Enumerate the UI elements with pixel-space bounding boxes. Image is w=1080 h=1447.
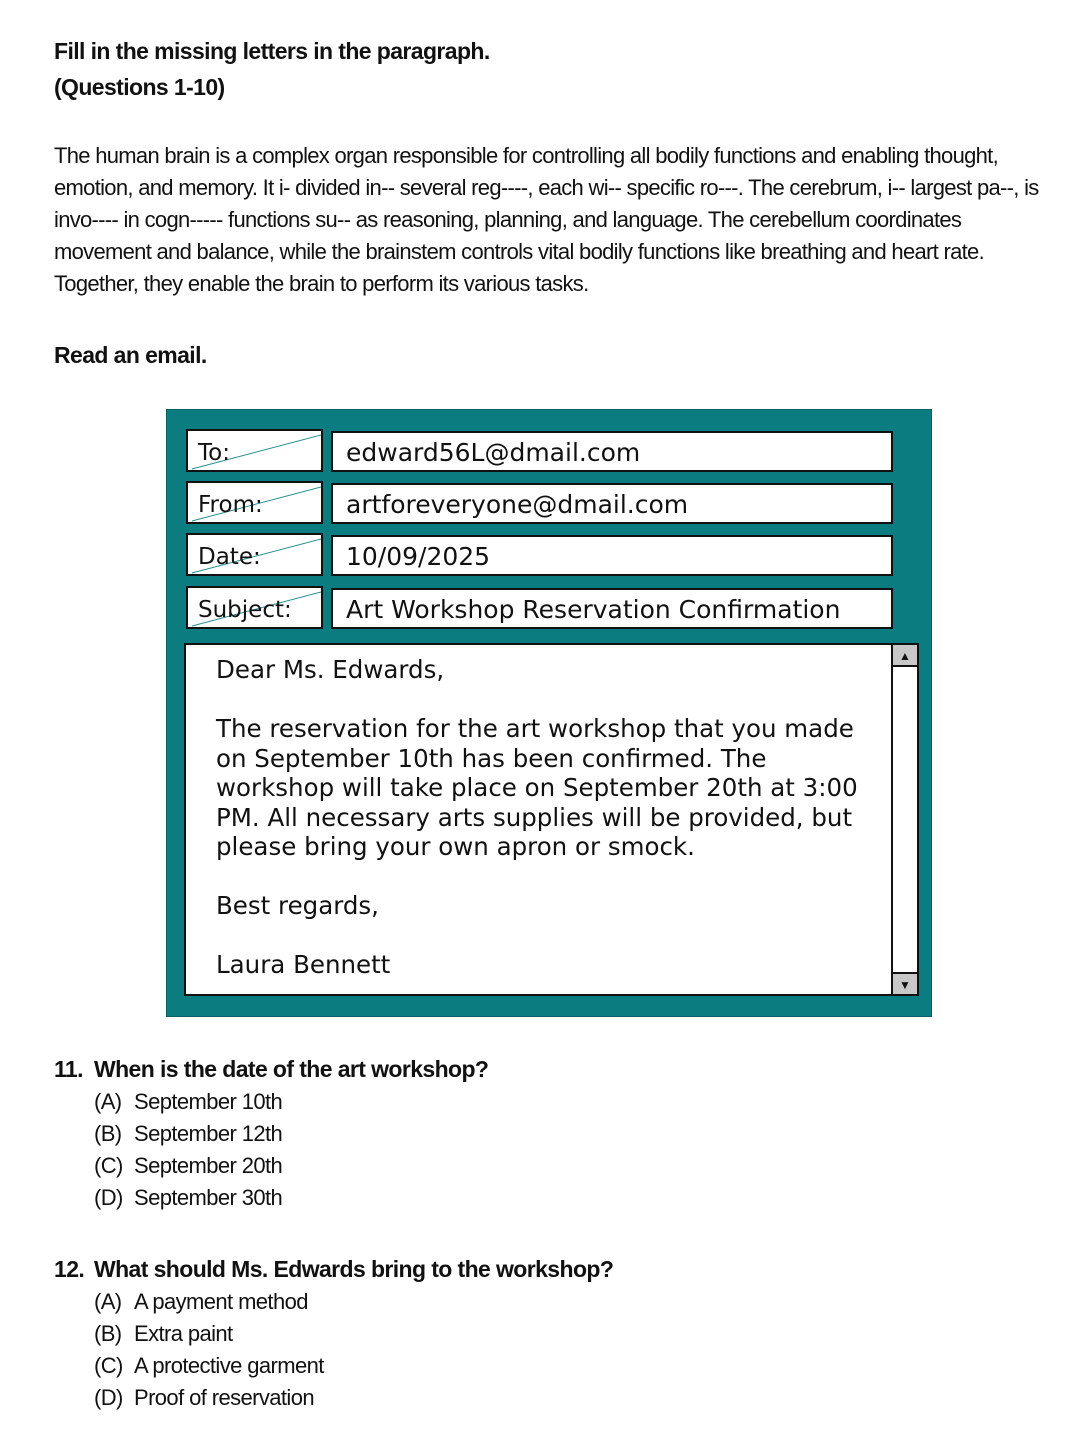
option-text: Extra paint (134, 1321, 233, 1346)
instructions-title: Fill in the missing letters in the paragraph. (54, 38, 490, 64)
from-label (186, 481, 323, 524)
option-a[interactable] (94, 1086, 488, 1118)
option-text: September 12th (134, 1121, 283, 1146)
email-scrollbar[interactable] (891, 645, 917, 994)
question-stem (54, 1252, 613, 1286)
date-label-text: Date: (198, 544, 261, 570)
scroll-up-icon[interactable]: ▲ (893, 645, 917, 667)
option-b[interactable] (94, 1318, 613, 1350)
from-label-text: From: (198, 492, 263, 518)
date-field[interactable]: 10/09/2025 (331, 535, 893, 576)
option-letter: (B) (94, 1121, 122, 1146)
email-body-text (216, 655, 866, 980)
option-c[interactable] (94, 1150, 488, 1182)
subject-label-text: Subject: (198, 597, 292, 623)
option-letter: (D) (94, 1185, 123, 1210)
email-body[interactable] (184, 643, 919, 996)
option-letter: (A) (94, 1289, 122, 1314)
option-text: A protective garment (134, 1353, 324, 1378)
fill-in-paragraph: The human brain is a complex organ responsible for controlling all bodily functions and enabling thought, emotion, and memory. It i- divided in-- several reg----, each wi-- specific ro---. The cerebrum, i-- largest pa--, is invo---- in cogn----- functions su-- as reasoning, planning, and language. The cerebellum coordinates movement and balance, while the brainstem controls vital bodily functions like breathing and heart rate. Together, they enable the brain to perform its various tasks. (54, 143, 1039, 296)
question-11 (54, 1052, 488, 1214)
date-label (186, 533, 323, 576)
option-text: September 30th (134, 1185, 283, 1210)
email-greeting: Dear Ms. Edwards, (216, 655, 445, 684)
question-text: When is the date of the art workshop? (94, 1056, 489, 1082)
to-field[interactable]: edward56L@dmail.com (331, 431, 893, 472)
answer-options (54, 1086, 488, 1214)
from-field[interactable]: artforeveryone@dmail.com (331, 483, 893, 524)
question-text: What should Ms. Edwards bring to the workshop? (94, 1256, 614, 1282)
subject-field[interactable]: Art Workshop Reservation Confirmation (331, 588, 893, 629)
email-closing: Best regards, (216, 891, 379, 920)
answer-options (54, 1286, 613, 1414)
option-text: Proof of reservation (134, 1385, 314, 1410)
option-text: September 20th (134, 1153, 283, 1178)
to-label (186, 429, 323, 472)
option-letter: (A) (94, 1089, 122, 1114)
scroll-down-icon[interactable]: ▼ (893, 972, 917, 994)
option-d[interactable] (94, 1182, 488, 1214)
option-text: A payment method (134, 1289, 308, 1314)
option-a[interactable] (94, 1286, 613, 1318)
option-letter: (C) (94, 1153, 123, 1178)
option-b[interactable] (94, 1118, 488, 1150)
email-signature: Laura Bennett (216, 950, 391, 979)
option-c[interactable] (94, 1350, 613, 1382)
to-label-text: To: (198, 440, 230, 466)
question-number: 11. (54, 1056, 83, 1082)
option-letter: (C) (94, 1353, 123, 1378)
question-12 (54, 1252, 613, 1414)
question-stem (54, 1052, 488, 1086)
option-text: September 10th (134, 1089, 283, 1114)
email-window (166, 409, 932, 1017)
option-d[interactable] (94, 1382, 613, 1414)
subject-label (186, 586, 323, 629)
read-email-heading: Read an email. (54, 342, 207, 368)
instructions-question-range: (Questions 1-10) (54, 74, 225, 100)
option-letter: (B) (94, 1321, 122, 1346)
option-letter: (D) (94, 1385, 123, 1410)
question-number: 12. (54, 1256, 85, 1282)
email-message: The reservation for the art workshop that you made on September 10th has been confirmed. The workshop will take place on September 20th at 3:00 PM. All necessary arts supplies will be provided, but please bring your own apron or smock. (216, 714, 858, 861)
